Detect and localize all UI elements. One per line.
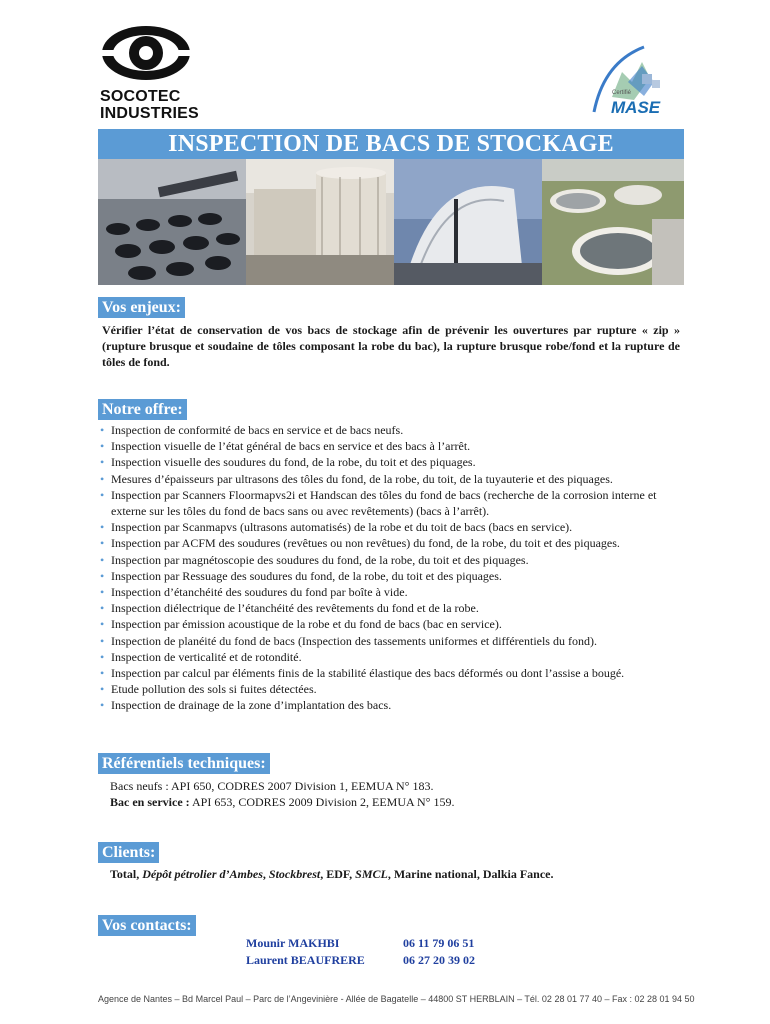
client-separator: , [136, 867, 143, 881]
offer-item: • Inspection d’étanchéité des soudures du fond par boîte à vide. [100, 584, 680, 600]
contact-phone-2: 06 27 20 39 02 [403, 953, 475, 967]
client-depot-ambes: Dépôt pétrolier d’Ambes [142, 867, 263, 881]
offer-item: • Inspection par émission acoustique de la robe et du fond de bacs (bac en service). [100, 616, 680, 632]
offer-item: • Etude pollution des sols si fuites détectées. [100, 681, 680, 697]
offer-item: • Inspection visuelle de l’état général de bacs en service et des bacs à l’arrêt. [100, 438, 680, 454]
section-heading-referentiels: Référentiels techniques: [98, 753, 270, 774]
client-separator-edf: , EDF, [320, 867, 356, 881]
offer-item: • Mesures d’épaisseurs par ultrasons des tôles du fond, de la robe, du toit, de la tuyauterie et des piquages. [100, 471, 680, 487]
contact-name-1: Mounir MAKHBI [246, 936, 340, 950]
section-heading-offre: Notre offre: [98, 399, 187, 420]
offer-item: • Inspection de drainage de la zone d’implantation des bacs. [100, 697, 680, 713]
client-stockbrest: Stockbrest [268, 867, 321, 881]
offer-item: • Inspection par ACFM des soudures (revêtues ou non revêtues) du fond, de la robe, du toit et des piquages. [100, 535, 680, 551]
offer-item: • Inspection par Ressuage des soudures du fond, de la robe, du toit et des piquages. [100, 568, 680, 584]
contact-name-2: Laurent BEAUFRERE [246, 953, 365, 967]
socotec-eye-icon [98, 20, 194, 86]
socotec-logo [98, 20, 198, 125]
offer-item: • Inspection de conformité de bacs en service et de bacs neufs. [100, 422, 680, 438]
offer-item: • Inspection par calcul par éléments finis de la stabilité élastique des bacs déformés ou dont l’assise a bougé. [100, 665, 680, 681]
offer-item: • Inspection de planéité du fond de bacs (Inspection des tassements uniformes et différentiels du fond). [100, 633, 680, 649]
referentiel-bacs-neufs: Bacs neufs : API 650, CODRES 2007 Division 1, EEMUA N° 183. [110, 779, 434, 793]
client-separator: , [387, 867, 394, 881]
section-heading-contacts: Vos contacts: [98, 915, 196, 936]
section-heading-enjeux: Vos enjeux: [98, 297, 185, 318]
client-total: Total [110, 867, 137, 881]
photo-tank-interior [394, 159, 542, 285]
company-name-line1: SOCOTEC [100, 88, 181, 105]
offer-item: • Inspection par Scanners Floormapvs2i et Handscan des tôles du fond de bacs (recherche de la corrosion interne et externe sur les tôles du fond de bacs sans ou avec revêtements) (bacs à l’arrêt). [100, 487, 680, 519]
referentiel-bac-en-service [110, 794, 454, 810]
title-banner [98, 129, 684, 159]
client-separator: , [262, 867, 269, 881]
mase-logo [584, 42, 684, 122]
mase-wordmark: MASE [611, 98, 661, 117]
referentiel-bac-en-service-text: API 653, CODRES 2009 Division 2, EEMUA N° 159. [189, 795, 455, 809]
clients-list [110, 866, 554, 882]
page-title: INSPECTION DE BACS DE STOCKAGE [168, 130, 614, 157]
offer-list [100, 422, 680, 714]
offer-item: • Inspection par magnétoscopie des soudures du fond, de la robe, du toit et des piquages. [100, 552, 680, 568]
photo-inspection-probes [98, 159, 246, 285]
referentiel-bac-en-service-label: Bac en service : [110, 795, 190, 809]
company-name-line2: INDUSTRIES [100, 105, 199, 122]
offer-item: • Inspection par Scanmapvs (ultrasons automatisés) de la robe et du toit de bacs (bacs en service). [100, 519, 680, 535]
offer-item: • Inspection de verticalité et de rotondité. [100, 649, 680, 665]
mase-certified-label: Certifié [612, 90, 632, 96]
client-smcl: SMCL [355, 867, 388, 881]
offer-item: • Inspection visuelle des soudures du fond, de la robe, du toit et des piquages. [100, 454, 680, 470]
photo-open-tanks-aerial [542, 159, 684, 285]
section-heading-clients: Clients: [98, 842, 159, 863]
photo-storage-tanks [246, 159, 394, 285]
offer-item: • Inspection diélectrique de l’étanchéité des revêtements du fond et de la robe. [100, 600, 680, 616]
contact-phone-1: 06 11 79 06 51 [403, 936, 475, 950]
enjeux-paragraph: Vérifier l’état de conservation de vos bacs de stockage afin de prévenir les ouvertures par rupture « zip » (rupture brusque et soudaine de tôles composant la robe du bac), la rupture brusque robe/fond et la rupture de tôles de fond. [102, 323, 680, 369]
client-marine-dalkia: Marine national, Dalkia Fance. [393, 867, 554, 881]
footer-address: Agence de Nantes – Bd Marcel Paul – Parc de l’Angevinière - Allée de Bagatelle – 44800 ST HERBLAIN – Tél. 02 28 01 77 40 – Fax : 02 28 01 94 50 [98, 994, 695, 1004]
